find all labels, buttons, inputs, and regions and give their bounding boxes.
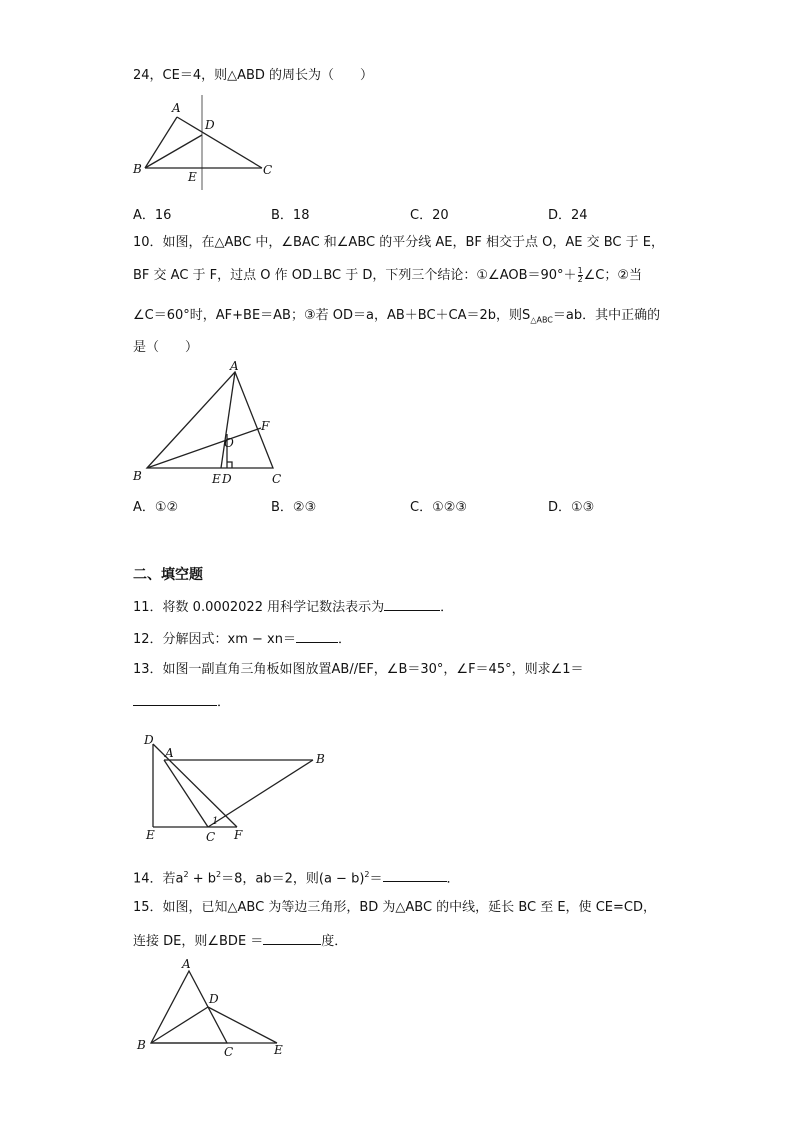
- q13-end: ．: [217, 695, 231, 710]
- q10-option-a[interactable]: A．①②: [133, 500, 179, 515]
- q15-stem-line2: [133, 932, 347, 950]
- q10-stem-line1: 10．如图，在△ABC 中，∠BAC 和∠ABC 的平分线 AE，BF 相交于点 O，AE 交 BC 于 E，: [133, 235, 664, 250]
- q10-label-f: F: [261, 419, 270, 433]
- q10-label-c: C: [272, 472, 282, 486]
- q13-label-f: F: [234, 828, 243, 842]
- q15-figure: [132, 955, 302, 1060]
- q10-option-d[interactable]: D．①③: [548, 500, 595, 515]
- q15-stem-line1: 15．如图，已知△ABC 为等边三角形，BD 为△ABC 的中线，延长 BC 至 E，使 CE=CD，: [133, 900, 656, 915]
- q13-label-e: E: [146, 828, 155, 842]
- q13-stem-line1: 13．如图一副直角三角板如图放置AB//EF，∠B＝30°，∠F＝45°，则求∠1＝: [133, 662, 584, 677]
- q13-label-c: C: [206, 830, 216, 844]
- q14-answer-blank[interactable]: [383, 869, 447, 882]
- q9-label-d: D: [205, 118, 215, 132]
- q9-label-c: C: [263, 163, 273, 177]
- q10-stem-line2: [133, 267, 642, 284]
- q10-fraction-den: 2: [577, 275, 583, 284]
- q10-option-b[interactable]: B．②③: [271, 500, 317, 515]
- q10-label-e: E: [212, 472, 221, 486]
- q9-option-a[interactable]: A．16: [133, 208, 172, 223]
- q15-label-d: D: [209, 992, 219, 1006]
- q14-sup-2: 2: [216, 870, 222, 879]
- q10-area-subscript: △ABC: [530, 315, 553, 325]
- q11-answer-blank[interactable]: [384, 598, 440, 611]
- q11-text: 11．将数 0.0002022 用科学记数法表示为: [133, 600, 385, 615]
- q13-label-1: 1: [212, 816, 219, 827]
- q14-end: ．: [446, 871, 460, 887]
- q10-stem-line3: [133, 308, 660, 329]
- q14-text-a: 14．若a: [133, 871, 184, 887]
- q14-sup-3: 2: [364, 870, 370, 879]
- q10-label-b: B: [133, 469, 142, 483]
- q9-figure: [130, 90, 280, 195]
- q14-text-b: + b: [188, 871, 217, 887]
- q9-stem-line: 24，CE＝4，则△ABD 的周长为（ ）: [133, 68, 374, 83]
- q13-label-a: A: [165, 746, 174, 760]
- q15-answer-blank[interactable]: [263, 932, 321, 945]
- q12-answer-blank[interactable]: [296, 630, 338, 643]
- q13-stem-line2: [133, 693, 230, 711]
- q10-option-c[interactable]: C．①②③: [410, 500, 468, 515]
- q14-text-c: ＝8，ab＝2，则(a − b): [221, 871, 365, 887]
- q10-line3-text-b: ＝ab．其中正确的: [552, 308, 661, 323]
- q9-option-c[interactable]: C．20: [410, 208, 449, 223]
- section-title-fill-blank: 二、填空题: [133, 567, 203, 583]
- q9-label-e: E: [188, 170, 197, 184]
- q10-fraction-num: 1: [577, 266, 583, 275]
- q13-figure: [140, 732, 340, 847]
- q15-label-e: E: [274, 1043, 283, 1057]
- q15-label-b: B: [137, 1038, 146, 1052]
- q15-text-b: 度．: [321, 934, 348, 949]
- q11-end: ．: [440, 600, 454, 615]
- q14-sup-1: 2: [183, 870, 189, 879]
- q10-line2-text: BF 交 AC 于 F，过点 O 作 OD⊥BC 于 D，下列三个结论：①∠AOB＝90°＋: [133, 268, 577, 283]
- q13-label-d: D: [144, 733, 154, 747]
- q10-label-o: O: [224, 436, 234, 450]
- q13-answer-blank[interactable]: [133, 693, 217, 706]
- q11: [133, 598, 453, 616]
- q10-label-d: D: [222, 472, 232, 486]
- q10-line3-text: ∠C＝60°时，AF+BE＝AB；③若 OD＝a，AB＋BC＋CA＝2b，则S: [133, 308, 531, 323]
- q12-end: ．: [338, 632, 352, 647]
- q10-figure: [130, 359, 290, 487]
- q10-stem-line4: 是（ ）: [133, 340, 199, 355]
- q13-label-b: B: [316, 752, 325, 766]
- q9-option-b[interactable]: B．18: [271, 208, 310, 223]
- q15-label-a: A: [182, 957, 191, 971]
- q10-line2-text-b: ∠C；②当: [583, 268, 643, 283]
- q14-text-d: ＝: [369, 871, 383, 887]
- q10-label-a: A: [230, 359, 239, 373]
- q15-text-a: 连接 DE，则∠BDE ＝: [133, 934, 264, 949]
- q9-label-a: A: [172, 101, 181, 115]
- q10-fraction: [578, 267, 583, 284]
- q12-text: 12．分解因式：xm − xn＝: [133, 632, 296, 647]
- q9-option-d[interactable]: D．24: [548, 208, 588, 223]
- q15-label-c: C: [224, 1045, 234, 1059]
- q12: [133, 630, 351, 648]
- q9-label-b: B: [133, 162, 142, 176]
- q14: [133, 867, 460, 887]
